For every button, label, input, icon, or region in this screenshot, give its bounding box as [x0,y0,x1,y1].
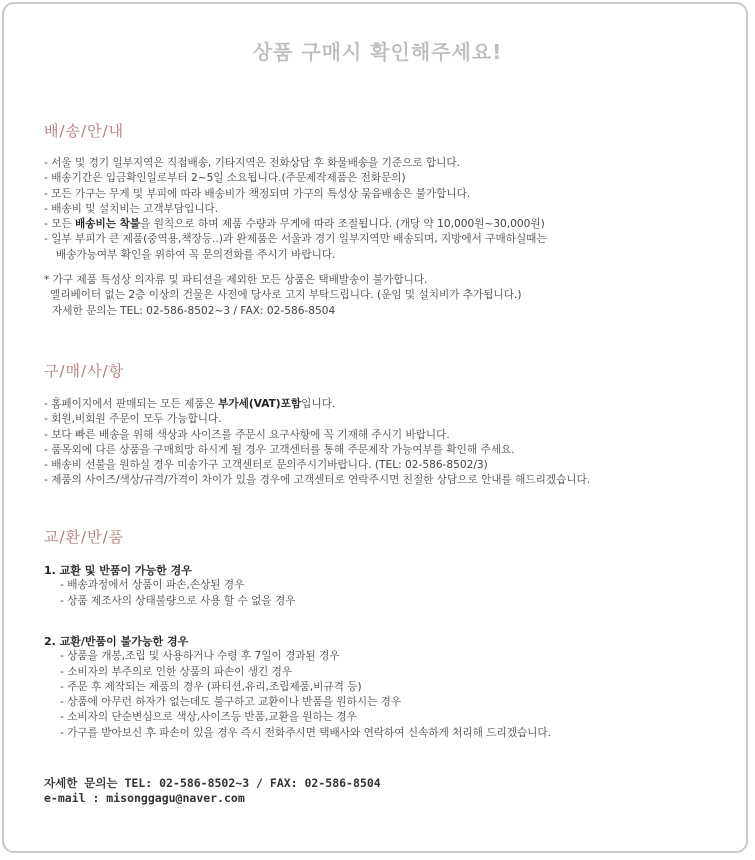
shipping-item: - 배송기간은 입금확인일로부터 2~5일 소요됩니다.(주문제작제품은 전화문의) [44,172,406,185]
exchange-impossible [44,634,551,741]
exchange-impossible-item: - 소비자의 부주의로 인한 상품의 파손이 생긴 경우 [60,665,293,678]
purchase-heading: 구/매/사/항 [44,362,125,380]
exchange-impossible-item: - 상품을 개봉,조립 및 사용하거나 수령 후 7일이 경과된 경우 [60,650,340,663]
page-title: 상품 구매시 확인해주세요! [252,40,503,64]
shipping-item: - 모든 배송비는 착불을 원칙으로 하며 제품 수량과 무게에 따라 조절됩니다. (개당 약 10,000원~30,000원) [44,218,545,231]
exchange-impossible-item: - 상품에 아무런 하자가 없는데도 불구하고 교환이나 반품을 원하시는 경우 [60,696,402,709]
exchange-impossible-item: - 가구를 받아보신 후 파손이 있을 경우 즉시 전화주시면 택배사와 연락하여 신속하게 처리해 드리겠습니다. [60,726,552,739]
exchange-impossible-heading: 2. 교환/반품이 불가능한 경우 [44,635,189,648]
shipping-note-line: 엘리베이터 없는 2층 이상의 건물은 사전에 당사로 고지 부탁드립니다. (운임 및 설치비가 추가됩니다.) [50,289,522,302]
shipping-item: - 배송비 및 설치비는 고객부담입니다. [44,202,219,215]
exchange-impossible-item: - 주문 후 제작되는 제품의 경우 (파티션,유리,조립제품,비규격 등) [60,680,362,693]
exchange-heading: 교/환/반/품 [44,528,125,546]
contact-phone: 자세한 문의는 TEL: 02-586-8502~3 / FAX: 02-586-8504 [44,776,381,790]
contact-info [44,776,381,806]
purchase-item: - 보다 빠른 배송을 위해 색상과 사이즈를 주문시 요구사항에 꼭 기재해 주시기 바랍니다. [44,428,450,441]
shipping-item: - 서울 및 경기 일부지역은 직접배송, 기타지역은 전화상담 후 화물배송을 기준으로 합니다. [44,157,461,169]
purchase-item: - 제품의 사이즈/색상/규격/가격이 차이가 있을 경우에 고객센터로 연락주시면 친절한 상담으로 안내를 해드리겠습니다. [44,474,591,487]
shipping-list [44,156,547,263]
exchange-possible-heading: 1. 교환 및 반품이 가능한 경우 [44,564,192,577]
purchase-item: - 홈페이지에서 판매되는 모든 제품은 부가세(VAT)포함입니다. [44,398,336,410]
purchase-list [44,397,590,489]
shipping-note-line: 자세한 문의는 TEL: 02-586-8502~3 / FAX: 02-586-8504 [52,304,336,317]
exchange-impossible-item: - 소비자의 단순변심으로 색상,사이즈등 반품,교환을 원하는 경우 [60,711,357,724]
shipping-note-line: * 가구 제품 특성상 의자류 및 파티션을 제외한 모든 상품은 택배발송이 불가합니다. [44,274,428,286]
contact-email: e-mail : misonggagu@naver.com [44,791,245,805]
purchase-item: - 배송비 선불을 원하실 경우 미송가구 고객센터로 문의주시기바랍니다. (TEL: 02-586-8502/3) [44,459,488,472]
purchase-item: - 품목외에 다른 상품을 구매희망 하시게 될 경우 고객센터를 통해 주문제작 가능여부를 확인해 주세요. [44,443,515,456]
purchase-item: - 회원,비회원 주문이 모두 가능합니다. [44,413,222,426]
exchange-possible [44,563,295,609]
shipping-note [44,273,522,319]
shipping-item: - 일부 부피가 큰 제품(중역용,책장등..)과 완제품은 서울과 경기 일부지역만 배송되며, 지방에서 구매하실때는 [44,233,547,246]
shipping-item: - 모든 가구는 무게 및 부피에 따라 배송비가 책정되며 가구의 특성상 묶음배송은 불가합니다. [44,187,471,200]
shipping-heading: 배/송/안/내 [44,122,125,140]
exchange-possible-item: - 상품 제조사의 상태불량으로 사용 할 수 없을 경우 [60,594,296,607]
shipping-item-continued: 배송가능여부 확인을 위하여 꼭 문의전화를 주시기 바랍니다. [56,248,336,261]
exchange-possible-item: - 배송과정에서 상품이 파손,손상된 경우 [60,579,245,592]
